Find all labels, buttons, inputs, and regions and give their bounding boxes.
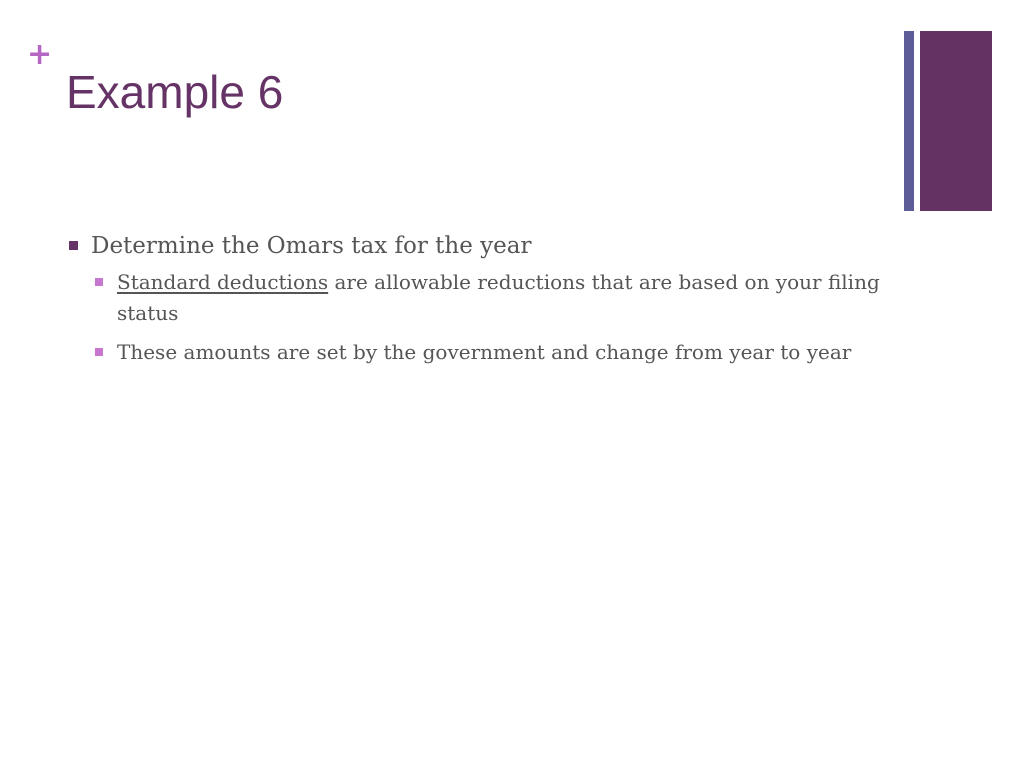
decorative-bar-thin [904, 31, 914, 211]
standard-deductions-term: Standard deductions [117, 270, 329, 294]
slide-content [66, 228, 896, 368]
bullet-sub-amounts [92, 337, 896, 368]
bullet-sub-standard-deductions [92, 267, 896, 329]
square-bullet-icon [95, 348, 103, 356]
square-bullet-icon [69, 241, 78, 250]
bullet-sub-text: These amounts are set by the government and change from year to year [117, 340, 852, 364]
bullet-main [66, 228, 896, 264]
slide-title: Example 6 [66, 66, 284, 118]
decorative-bar-wide [920, 31, 992, 211]
plus-icon: + [27, 37, 53, 72]
square-bullet-icon [95, 278, 103, 286]
bullet-sub-text: are allowable reductions that are based on your filing status [117, 270, 880, 325]
bullet-main-text: Determine the Omars tax for the year [91, 233, 532, 259]
